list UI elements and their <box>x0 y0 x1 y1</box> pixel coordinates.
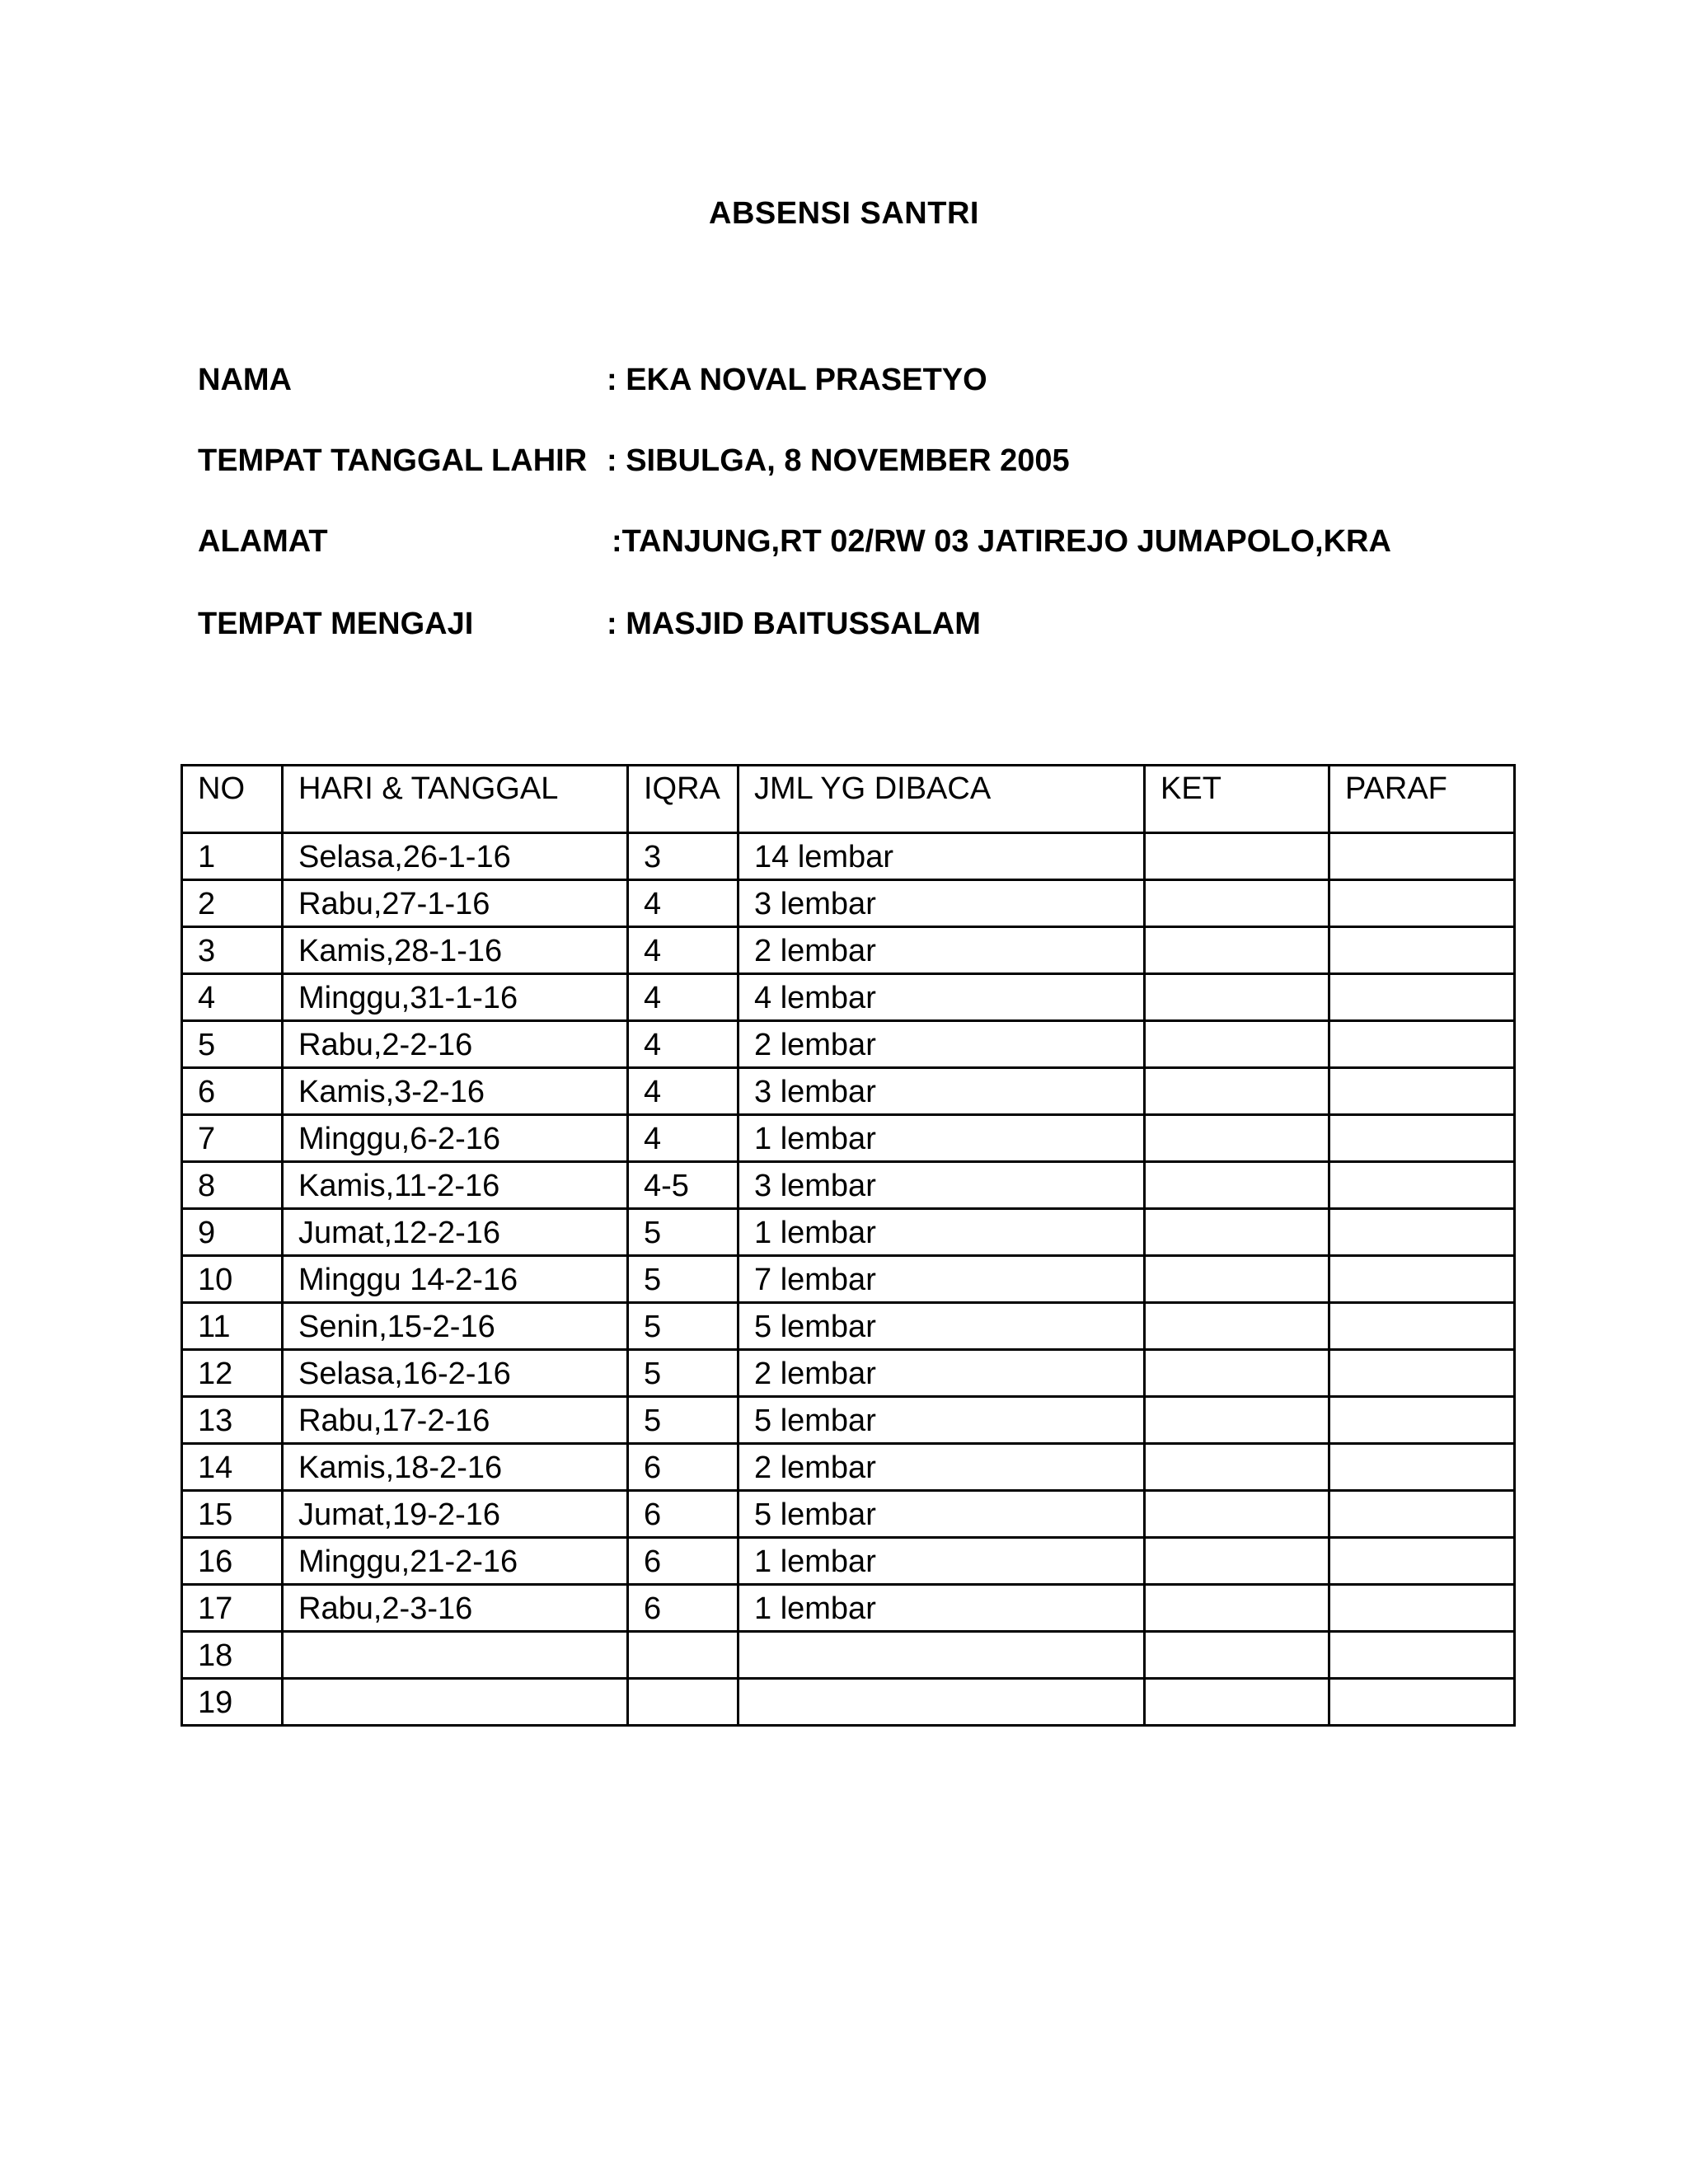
cell-jml-dibaca: 1 lembar <box>738 1585 1145 1632</box>
cell-ket <box>1145 1162 1329 1209</box>
table-row <box>182 1397 1515 1444</box>
cell-ket <box>1145 1585 1329 1632</box>
cell-ket <box>1145 927 1329 974</box>
cell-no: 16 <box>182 1538 283 1585</box>
cell-no: 19 <box>182 1679 283 1726</box>
cell-paraf <box>1329 1303 1515 1350</box>
cell-iqra: 3 <box>628 833 738 880</box>
cell-hari-tanggal: Rabu,2-3-16 <box>283 1585 628 1632</box>
table-row <box>182 1021 1515 1068</box>
cell-paraf <box>1329 974 1515 1021</box>
cell-ket <box>1145 1632 1329 1679</box>
cell-iqra: 5 <box>628 1209 738 1256</box>
cell-hari-tanggal <box>283 1679 628 1726</box>
table-row <box>182 1209 1515 1256</box>
table-row <box>182 927 1515 974</box>
cell-iqra: 4 <box>628 880 738 927</box>
cell-ket <box>1145 833 1329 880</box>
table-row <box>182 1585 1515 1632</box>
cell-paraf <box>1329 1256 1515 1303</box>
cell-ket <box>1145 1397 1329 1444</box>
cell-no: 2 <box>182 880 283 927</box>
cell-iqra: 5 <box>628 1303 738 1350</box>
cell-hari-tanggal: Kamis,28-1-16 <box>283 927 628 974</box>
cell-no: 12 <box>182 1350 283 1397</box>
cell-iqra: 6 <box>628 1491 738 1538</box>
cell-no: 17 <box>182 1585 283 1632</box>
cell-hari-tanggal: Minggu,31-1-16 <box>283 974 628 1021</box>
cell-iqra <box>628 1632 738 1679</box>
table-row <box>182 880 1515 927</box>
cell-paraf <box>1329 1350 1515 1397</box>
table-row <box>182 1068 1515 1115</box>
cell-paraf <box>1329 880 1515 927</box>
cell-iqra: 4 <box>628 1068 738 1115</box>
cell-ket <box>1145 974 1329 1021</box>
info-value: : SIBULGA, 8 NOVEMBER 2005 <box>607 443 1070 478</box>
cell-jml-dibaca: 2 lembar <box>738 1021 1145 1068</box>
info-label: TEMPAT MENGAJI <box>198 607 474 641</box>
cell-no: 5 <box>182 1021 283 1068</box>
cell-jml-dibaca: 1 lembar <box>738 1115 1145 1162</box>
cell-hari-tanggal: Rabu,17-2-16 <box>283 1397 628 1444</box>
cell-no: 13 <box>182 1397 283 1444</box>
cell-paraf <box>1329 927 1515 974</box>
cell-ket <box>1145 1444 1329 1491</box>
header-jml-dibaca: JML YG DIBACA <box>738 766 1145 833</box>
cell-hari-tanggal: Kamis,3-2-16 <box>283 1068 628 1115</box>
cell-jml-dibaca: 1 lembar <box>738 1538 1145 1585</box>
cell-jml-dibaca: 5 lembar <box>738 1491 1145 1538</box>
cell-no: 18 <box>182 1632 283 1679</box>
cell-iqra: 5 <box>628 1256 738 1303</box>
cell-no: 14 <box>182 1444 283 1491</box>
cell-ket <box>1145 1538 1329 1585</box>
table-row <box>182 1115 1515 1162</box>
cell-hari-tanggal: Kamis,11-2-16 <box>283 1162 628 1209</box>
cell-iqra: 6 <box>628 1444 738 1491</box>
table-row <box>182 1538 1515 1585</box>
cell-paraf <box>1329 1632 1515 1679</box>
header-no: NO <box>182 766 283 833</box>
cell-iqra <box>628 1679 738 1726</box>
cell-hari-tanggal <box>283 1632 628 1679</box>
cell-no: 11 <box>182 1303 283 1350</box>
cell-ket <box>1145 1303 1329 1350</box>
cell-hari-tanggal: Selasa,26-1-16 <box>283 833 628 880</box>
attendance-rows <box>182 833 1515 1726</box>
cell-jml-dibaca: 3 lembar <box>738 1068 1145 1115</box>
cell-hari-tanggal: Minggu 14-2-16 <box>283 1256 628 1303</box>
cell-ket <box>1145 1256 1329 1303</box>
cell-paraf <box>1329 1444 1515 1491</box>
cell-iqra: 4 <box>628 1021 738 1068</box>
cell-jml-dibaca <box>738 1679 1145 1726</box>
table-row <box>182 833 1515 880</box>
document-title: ABSENSI SANTRI <box>709 196 979 231</box>
header-hari-tanggal: HARI & TANGGAL <box>283 766 628 833</box>
cell-no: 3 <box>182 927 283 974</box>
cell-hari-tanggal: Selasa,16-2-16 <box>283 1350 628 1397</box>
info-value: : MASJID BAITUSSALAM <box>607 607 981 641</box>
cell-jml-dibaca: 5 lembar <box>738 1303 1145 1350</box>
cell-no: 10 <box>182 1256 283 1303</box>
cell-paraf <box>1329 1021 1515 1068</box>
cell-hari-tanggal: Minggu,6-2-16 <box>283 1115 628 1162</box>
cell-jml-dibaca: 2 lembar <box>738 1350 1145 1397</box>
cell-jml-dibaca: 2 lembar <box>738 1444 1145 1491</box>
cell-jml-dibaca: 14 lembar <box>738 833 1145 880</box>
cell-paraf <box>1329 1162 1515 1209</box>
cell-paraf <box>1329 1397 1515 1444</box>
cell-jml-dibaca: 4 lembar <box>738 974 1145 1021</box>
cell-jml-dibaca: 2 lembar <box>738 927 1145 974</box>
cell-jml-dibaca: 7 lembar <box>738 1256 1145 1303</box>
table-row <box>182 1679 1515 1726</box>
cell-hari-tanggal: Senin,15-2-16 <box>283 1303 628 1350</box>
cell-paraf <box>1329 1209 1515 1256</box>
table-row <box>182 1303 1515 1350</box>
cell-ket <box>1145 1350 1329 1397</box>
header-iqra: IQRA <box>628 766 738 833</box>
cell-iqra: 4 <box>628 927 738 974</box>
table-row <box>182 1256 1515 1303</box>
cell-paraf <box>1329 1115 1515 1162</box>
cell-paraf <box>1329 1585 1515 1632</box>
cell-paraf <box>1329 833 1515 880</box>
cell-ket <box>1145 1209 1329 1256</box>
cell-paraf <box>1329 1068 1515 1115</box>
cell-ket <box>1145 1021 1329 1068</box>
cell-jml-dibaca: 5 lembar <box>738 1397 1145 1444</box>
info-value: : EKA NOVAL PRASETYO <box>607 363 987 397</box>
cell-iqra: 4-5 <box>628 1162 738 1209</box>
cell-no: 7 <box>182 1115 283 1162</box>
info-value: :TANJUNG,RT 02/RW 03 JATIREJO JUMAPOLO,KRA <box>612 524 1391 559</box>
cell-jml-dibaca: 1 lembar <box>738 1209 1145 1256</box>
header-ket: KET <box>1145 766 1329 833</box>
cell-iqra: 5 <box>628 1397 738 1444</box>
cell-paraf <box>1329 1538 1515 1585</box>
cell-paraf <box>1329 1491 1515 1538</box>
cell-jml-dibaca: 3 lembar <box>738 880 1145 927</box>
attendance-table <box>181 764 1516 1727</box>
table-row <box>182 1350 1515 1397</box>
cell-ket <box>1145 1115 1329 1162</box>
header-paraf: PARAF <box>1329 766 1515 833</box>
cell-hari-tanggal: Jumat,12-2-16 <box>283 1209 628 1256</box>
info-label: NAMA <box>198 363 292 397</box>
cell-no: 8 <box>182 1162 283 1209</box>
cell-no: 4 <box>182 974 283 1021</box>
table-row <box>182 1444 1515 1491</box>
cell-hari-tanggal: Minggu,21-2-16 <box>283 1538 628 1585</box>
cell-ket <box>1145 1068 1329 1115</box>
cell-jml-dibaca <box>738 1632 1145 1679</box>
info-label: ALAMAT <box>198 524 328 559</box>
cell-no: 6 <box>182 1068 283 1115</box>
cell-jml-dibaca: 3 lembar <box>738 1162 1145 1209</box>
cell-ket <box>1145 1491 1329 1538</box>
cell-hari-tanggal: Kamis,18-2-16 <box>283 1444 628 1491</box>
cell-no: 1 <box>182 833 283 880</box>
cell-no: 15 <box>182 1491 283 1538</box>
cell-iqra: 4 <box>628 1115 738 1162</box>
cell-ket <box>1145 1679 1329 1726</box>
cell-ket <box>1145 880 1329 927</box>
cell-paraf <box>1329 1679 1515 1726</box>
cell-hari-tanggal: Rabu,27-1-16 <box>283 880 628 927</box>
cell-hari-tanggal: Jumat,19-2-16 <box>283 1491 628 1538</box>
cell-no: 9 <box>182 1209 283 1256</box>
table-header-row <box>182 766 1515 833</box>
cell-iqra: 6 <box>628 1585 738 1632</box>
cell-iqra: 5 <box>628 1350 738 1397</box>
cell-hari-tanggal: Rabu,2-2-16 <box>283 1021 628 1068</box>
table-row <box>182 1491 1515 1538</box>
table-row <box>182 974 1515 1021</box>
info-label: TEMPAT TANGGAL LAHIR <box>198 443 588 478</box>
cell-iqra: 4 <box>628 974 738 1021</box>
cell-iqra: 6 <box>628 1538 738 1585</box>
table-row <box>182 1632 1515 1679</box>
table-row <box>182 1162 1515 1209</box>
